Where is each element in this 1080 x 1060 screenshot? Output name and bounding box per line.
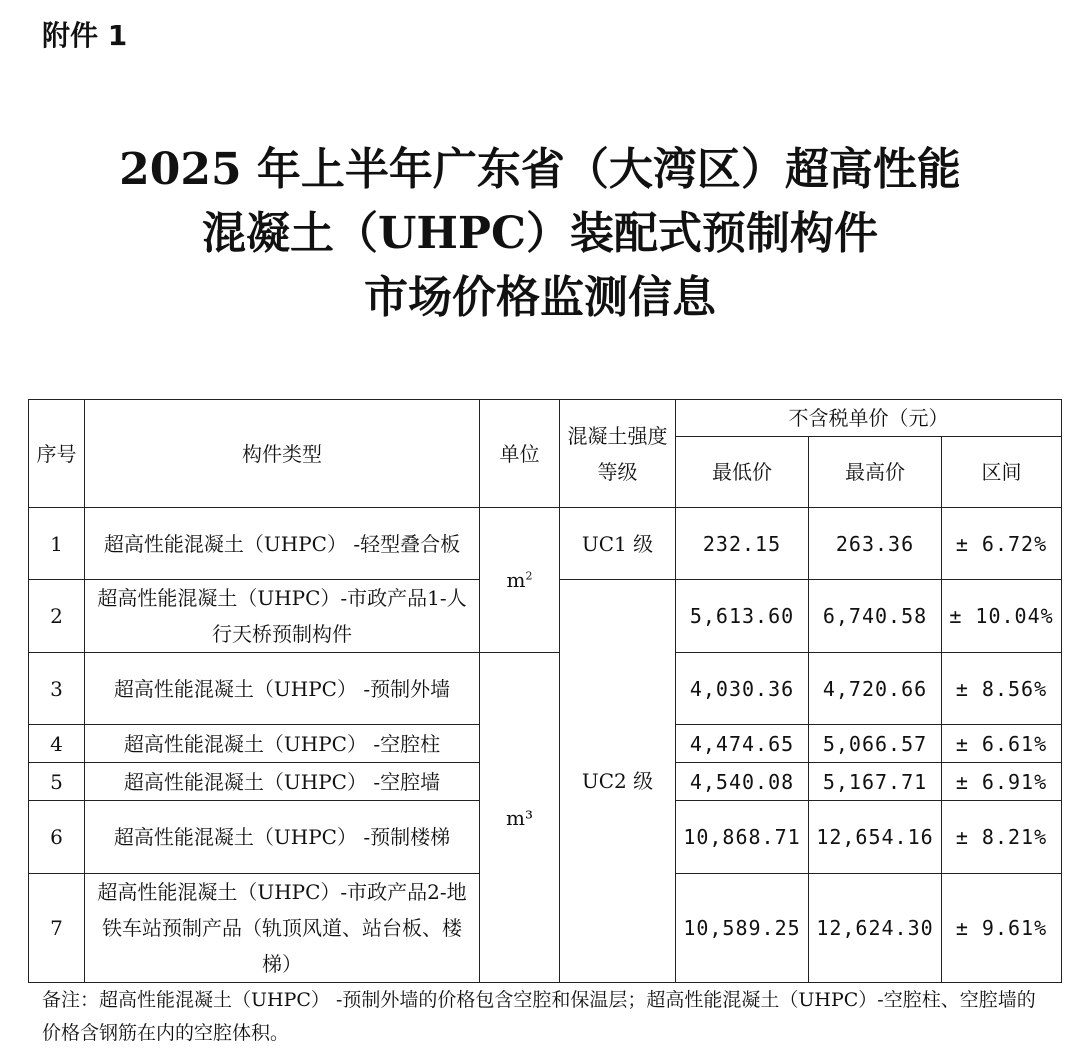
- header-price-group: 不含税单价（元）: [676, 400, 1062, 437]
- row-type: 超高性能混凝土（UHPC） -空腔柱: [85, 725, 480, 763]
- row-min-price: 4,474.65: [676, 725, 809, 763]
- row-range: ± 6.91%: [942, 763, 1062, 801]
- header-type: 构件类型: [85, 400, 480, 508]
- document-title: [0, 138, 1080, 330]
- row-max-price: 263.36: [809, 508, 942, 580]
- row-min-price: 4,540.08: [676, 763, 809, 801]
- row-seq: 7: [29, 874, 85, 983]
- unit-m2-sup: 2: [525, 569, 533, 583]
- row-min-price: 10,589.25: [676, 874, 809, 983]
- row-seq: 2: [29, 580, 85, 653]
- row-range: ± 6.61%: [942, 725, 1062, 763]
- row-max-price: 6,740.58: [809, 580, 942, 653]
- attachment-label: 附件 1: [42, 19, 128, 52]
- row-type: 超高性能混凝土（UHPC）-市政产品1-人行天桥预制构件: [85, 580, 480, 653]
- row-range: ± 8.56%: [942, 653, 1062, 725]
- price-table: [28, 399, 1062, 983]
- row-seq: 3: [29, 653, 85, 725]
- row-type: 超高性能混凝土（UHPC） -轻型叠合板: [85, 508, 480, 580]
- title-line-2: 混凝土（UHPC）装配式预制构件: [201, 208, 879, 259]
- row-min-price: 5,613.60: [676, 580, 809, 653]
- row-seq: 5: [29, 763, 85, 801]
- unit-m2: [480, 508, 560, 653]
- row-min-price: 10,868.71: [676, 801, 809, 874]
- header-seq: 序号: [29, 400, 85, 508]
- row-seq: 6: [29, 801, 85, 874]
- unit-m2-base: m: [506, 568, 526, 592]
- row-grade: UC1 级: [560, 508, 676, 580]
- header-grade: 混凝土强度等级: [560, 400, 676, 508]
- row-range: ± 10.04%: [942, 580, 1062, 653]
- row-type: 超高性能混凝土（UHPC）-市政产品2-地铁车站预制产品（轨顶风道、站台板、楼梯）: [85, 874, 480, 983]
- row-min-price: 232.15: [676, 508, 809, 580]
- row-type: 超高性能混凝土（UHPC） -预制楼梯: [85, 801, 480, 874]
- row-range: ± 6.72%: [942, 508, 1062, 580]
- row-max-price: 4,720.66: [809, 653, 942, 725]
- unit-m3: m³: [480, 653, 560, 983]
- row-range: ± 8.21%: [942, 801, 1062, 874]
- title-line-3: 市场价格监测信息: [364, 272, 716, 323]
- table-row: [29, 508, 1062, 580]
- row-seq: 4: [29, 725, 85, 763]
- table-row: [29, 653, 1062, 725]
- row-grade: UC2 级: [560, 580, 676, 983]
- row-min-price: 4,030.36: [676, 653, 809, 725]
- header-range: 区间: [942, 437, 1062, 508]
- row-max-price: 12,624.30: [809, 874, 942, 983]
- row-max-price: 12,654.16: [809, 801, 942, 874]
- row-type: 超高性能混凝土（UHPC） -预制外墙: [85, 653, 480, 725]
- row-seq: 1: [29, 508, 85, 580]
- row-max-price: 5,066.57: [809, 725, 942, 763]
- header-max-price: 最高价: [809, 437, 942, 508]
- row-max-price: 5,167.71: [809, 763, 942, 801]
- row-type: 超高性能混凝土（UHPC） -空腔墙: [85, 763, 480, 801]
- title-line-1: 2025 年上半年广东省（大湾区）超高性能: [119, 144, 961, 195]
- row-range: ± 9.61%: [942, 874, 1062, 983]
- header-min-price: 最低价: [676, 437, 809, 508]
- footnote: 备注：超高性能混凝土（UHPC） -预制外墙的价格包含空腔和保温层；超高性能混凝土（UHPC）-空腔柱、空腔墙的价格含钢筋在内的空腔体积。: [42, 989, 1036, 1044]
- header-unit: 单位: [480, 400, 560, 508]
